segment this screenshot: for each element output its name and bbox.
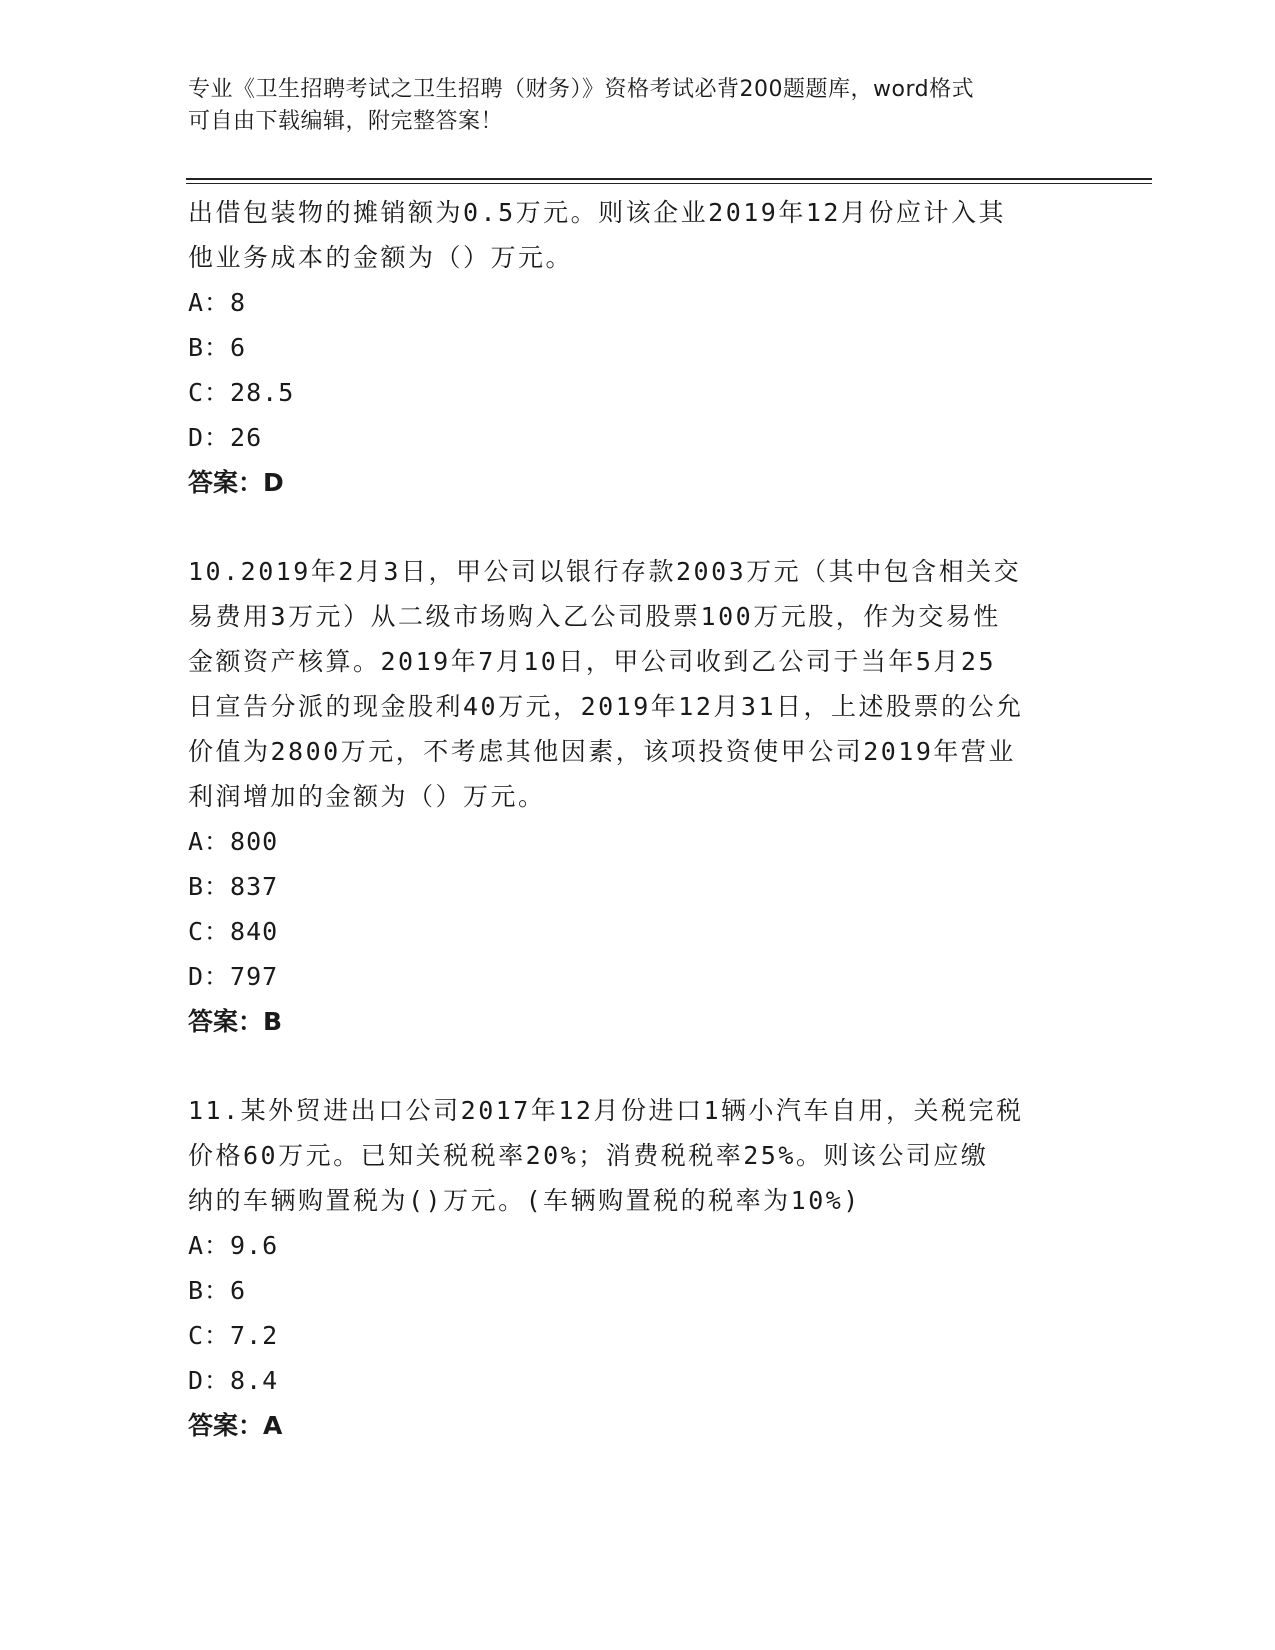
question-stem	[188, 190, 1088, 280]
header-line-2: 可自由下载编辑，附完整答案！	[188, 109, 504, 134]
option-d: D：797	[188, 962, 279, 991]
option-d: D：8.4	[188, 1366, 279, 1395]
stem-line: 出借包装物的摊销额为0.5万元。则该企业2019年12月份应计入其	[188, 198, 1006, 227]
question-stem	[188, 549, 1088, 819]
stem-line: 价格60万元。已知关税税率20%；消费税税率25%。则该公司应缴	[188, 1141, 989, 1170]
option-a: A：9.6	[188, 1231, 279, 1260]
question-item	[188, 549, 1088, 1044]
question-stem	[188, 1088, 1088, 1223]
option-d: D：26	[188, 423, 263, 452]
option-a: A：800	[188, 827, 279, 856]
stem-line: 易费用3万元）从二级市场购入乙公司股票100万元股，作为交易性	[188, 602, 1001, 631]
header-divider-thick	[186, 178, 1152, 180]
stem-line: 日宣告分派的现金股利40万元，2019年12月31日，上述股票的公允	[188, 692, 1024, 721]
stem-line: 他业务成本的金额为（）万元。	[188, 243, 574, 272]
answer-label: 答案：B	[188, 1007, 283, 1036]
header-divider-thin	[186, 183, 1152, 184]
option-a: A：8	[188, 288, 247, 317]
answer-label: 答案：A	[188, 1411, 283, 1440]
stem-line: 价值为2800万元，不考虑其他因素，该项投资使甲公司2019年营业	[188, 737, 1016, 766]
option-c: C：7.2	[188, 1321, 279, 1350]
stem-line: 纳的车辆购置税为()万元。(车辆购置税的税率为10%)	[188, 1186, 861, 1215]
stem-line: 11.某外贸进出口公司2017年12月份进口1辆小汽车自用，关税完税	[188, 1096, 1024, 1125]
answer-label: 答案：D	[188, 468, 284, 497]
option-b: B：6	[188, 1276, 247, 1305]
option-b: B：6	[188, 333, 247, 362]
stem-line: 金额资产核算。2019年7月10日，甲公司收到乙公司于当年5月25	[188, 647, 997, 676]
header-line-1: 专业《卫生招聘考试之卫生招聘（财务）》资格考试必背200题题库，word格式	[188, 77, 975, 102]
question-item	[188, 190, 1088, 505]
option-b: B：837	[188, 872, 279, 901]
question-list	[188, 190, 1088, 1448]
option-c: C：840	[188, 917, 279, 946]
stem-line: 利润增加的金额为（）万元。	[188, 782, 546, 811]
page-header	[188, 74, 1088, 138]
question-item	[188, 1088, 1088, 1448]
stem-line: 10.2019年2月3日，甲公司以银行存款2003万元（其中包含相关交	[188, 557, 1022, 586]
option-c: C：28.5	[188, 378, 295, 407]
